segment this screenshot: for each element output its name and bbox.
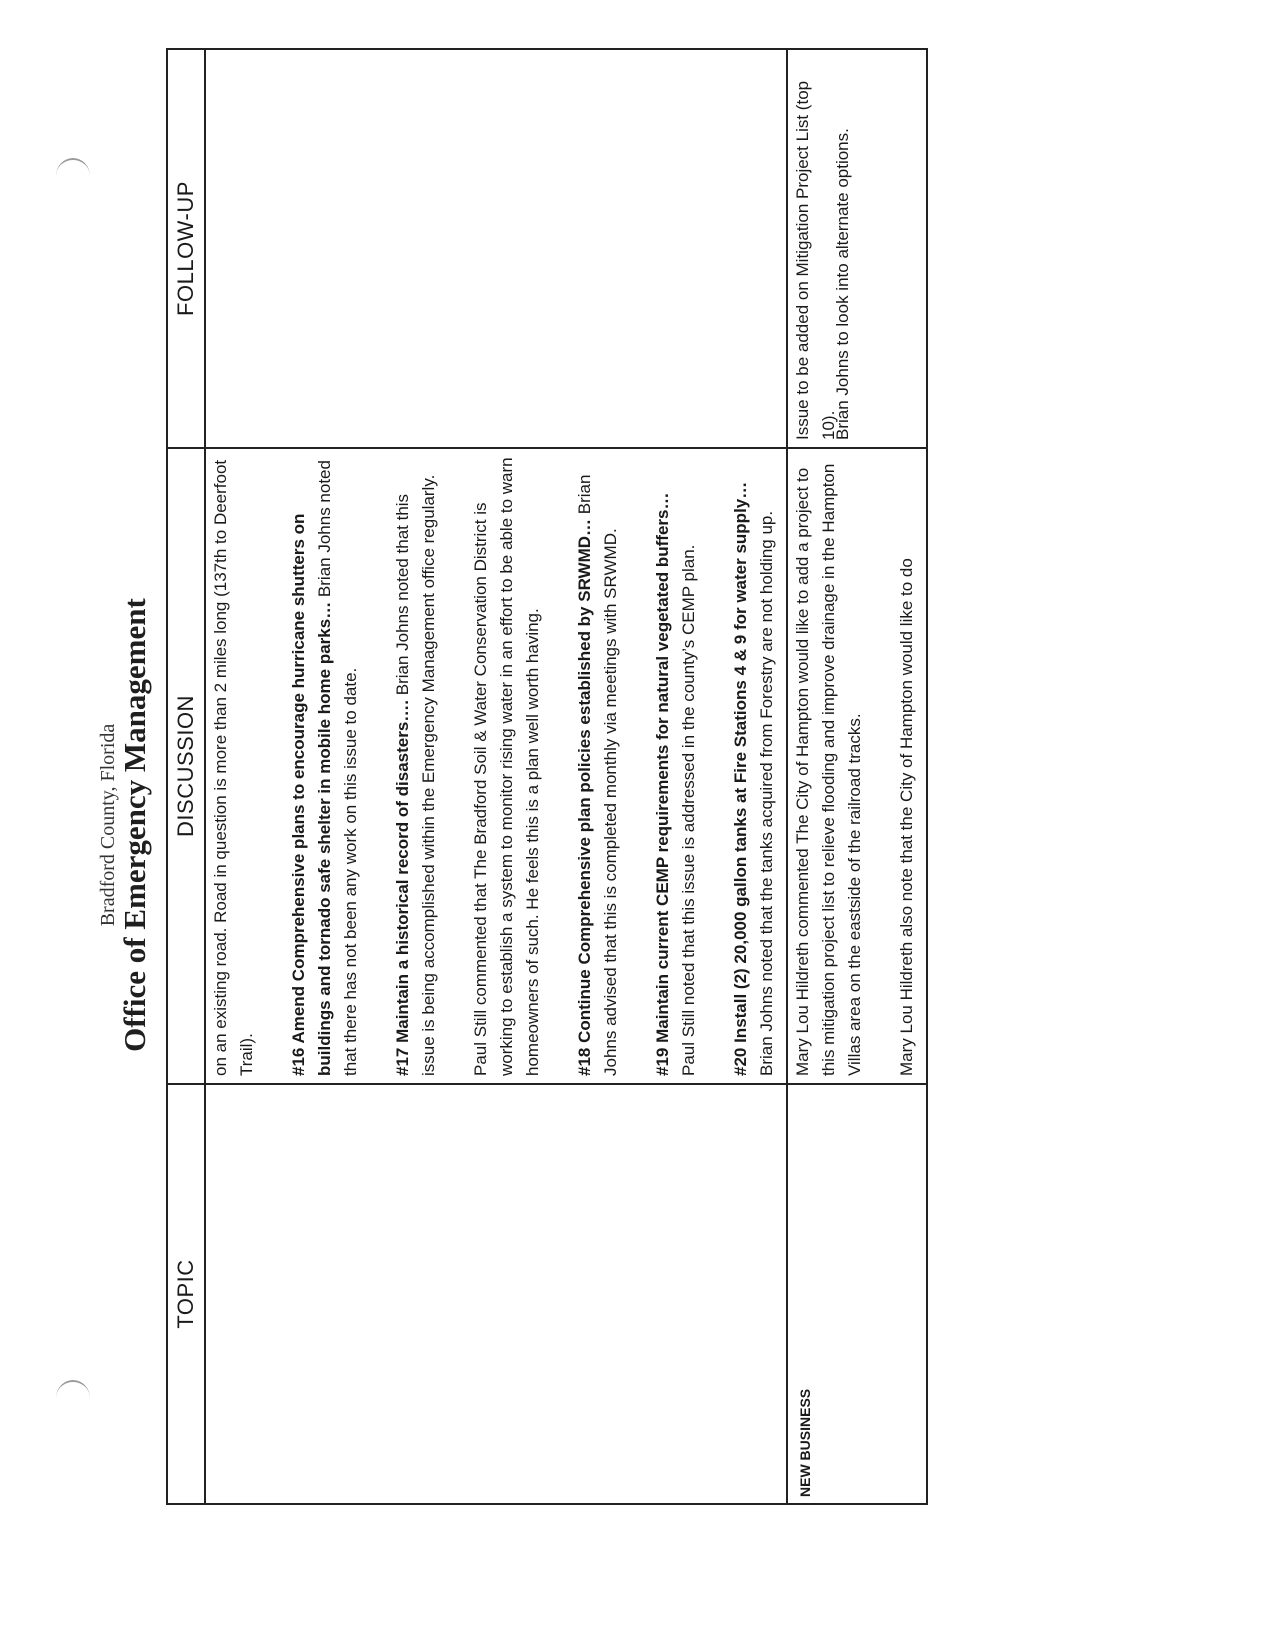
entry-text: Brian Johns advised that this is completed monthly via meetings with SRWMD. <box>575 474 620 1076</box>
discussion-entry-comment <box>468 456 546 1076</box>
entry-title: #18 Continue Comprehensive plan policies established by SRWMD… <box>575 518 594 1076</box>
discussion-entry-18 <box>572 456 624 1076</box>
entry-text: Mary Lou Hildreth commented The City of Hampton would like to add a project to this mitigation project list to relieve flooding and improve drainage in the Hampton Villas area on the eastside of the railroad tracks. <box>793 463 864 1076</box>
entry-text: Paul Still noted that this issue is addressed in the county’s CEMP plan. <box>679 544 698 1076</box>
header-row <box>167 49 205 1504</box>
county-name: Bradford County, Florida <box>97 723 119 927</box>
entry-text: Brian Johns noted that there has not been any work on this issue to date. <box>315 460 360 1076</box>
column-header-discussion: DISCUSSION <box>167 448 205 1084</box>
entry-text: Mary Lou Hildreth also note that the City of Hampton would like to do <box>897 558 916 1076</box>
follow-up-note: Brian Johns to look into alternate options. <box>833 128 852 440</box>
topic-cell-new-business: NEW BUSINESS <box>787 1084 927 1504</box>
follow-up-note: Issue to be added on Mitigation Project List (top 10). <box>793 80 838 440</box>
punch-hole-top <box>56 158 90 176</box>
minutes-table <box>166 48 928 1505</box>
entry-title: #16 Amend Comprehensive plans to encourage hurricane shutters on buildings and tornado safe shelter in mobile home parks… <box>289 513 334 1076</box>
entry-text: Paul Still commented that The Bradford Soil & Water Conservation District is working to establish a system to monitor rising water in an effort to be able to warn homeowners of such. He feels this is a plan well worth having. <box>471 457 542 1076</box>
discussion-cell <box>787 448 927 1084</box>
discussion-entry-16 <box>286 456 364 1076</box>
topic-cell <box>205 1084 787 1504</box>
entry-title: #20 Install (2) 20,000 gallon tanks at Fire Stations 4 & 9 for water supply… <box>731 481 750 1076</box>
discussion-entry-20 <box>728 456 780 1076</box>
discussion-cell <box>205 448 787 1084</box>
office-title: Office of Emergency Management <box>117 598 152 1052</box>
entry-text: Brian Johns noted that this issue is being accomplished within the Emergency Management office regularly. <box>393 474 438 1076</box>
entry-title: #19 Maintain current CEMP requirements for natural vegetated buffers… <box>653 492 672 1076</box>
column-header-follow-up: FOLLOW-UP <box>167 49 205 448</box>
table-row <box>205 49 787 1504</box>
rotated-page <box>87 45 1187 1605</box>
discussion-entry-17 <box>390 456 442 1076</box>
discussion-entry <box>894 456 920 1076</box>
entry-title: #17 Maintain a historical record of disasters…. <box>393 699 412 1076</box>
table-row-new-business <box>787 49 927 1504</box>
discussion-entry: on an existing road. Road in question is more than 2 miles long (137th to Deerfoot Trail). <box>211 459 256 1076</box>
column-header-topic: TOPIC <box>167 1084 205 1504</box>
discussion-entry-19 <box>650 456 702 1076</box>
discussion-entry <box>790 456 868 1076</box>
entry-text: Brian Johns noted that the tanks acquired from Forestry are not holding up. <box>757 510 776 1076</box>
follow-up-cell <box>787 49 927 448</box>
punch-hole-bottom <box>56 1380 90 1398</box>
